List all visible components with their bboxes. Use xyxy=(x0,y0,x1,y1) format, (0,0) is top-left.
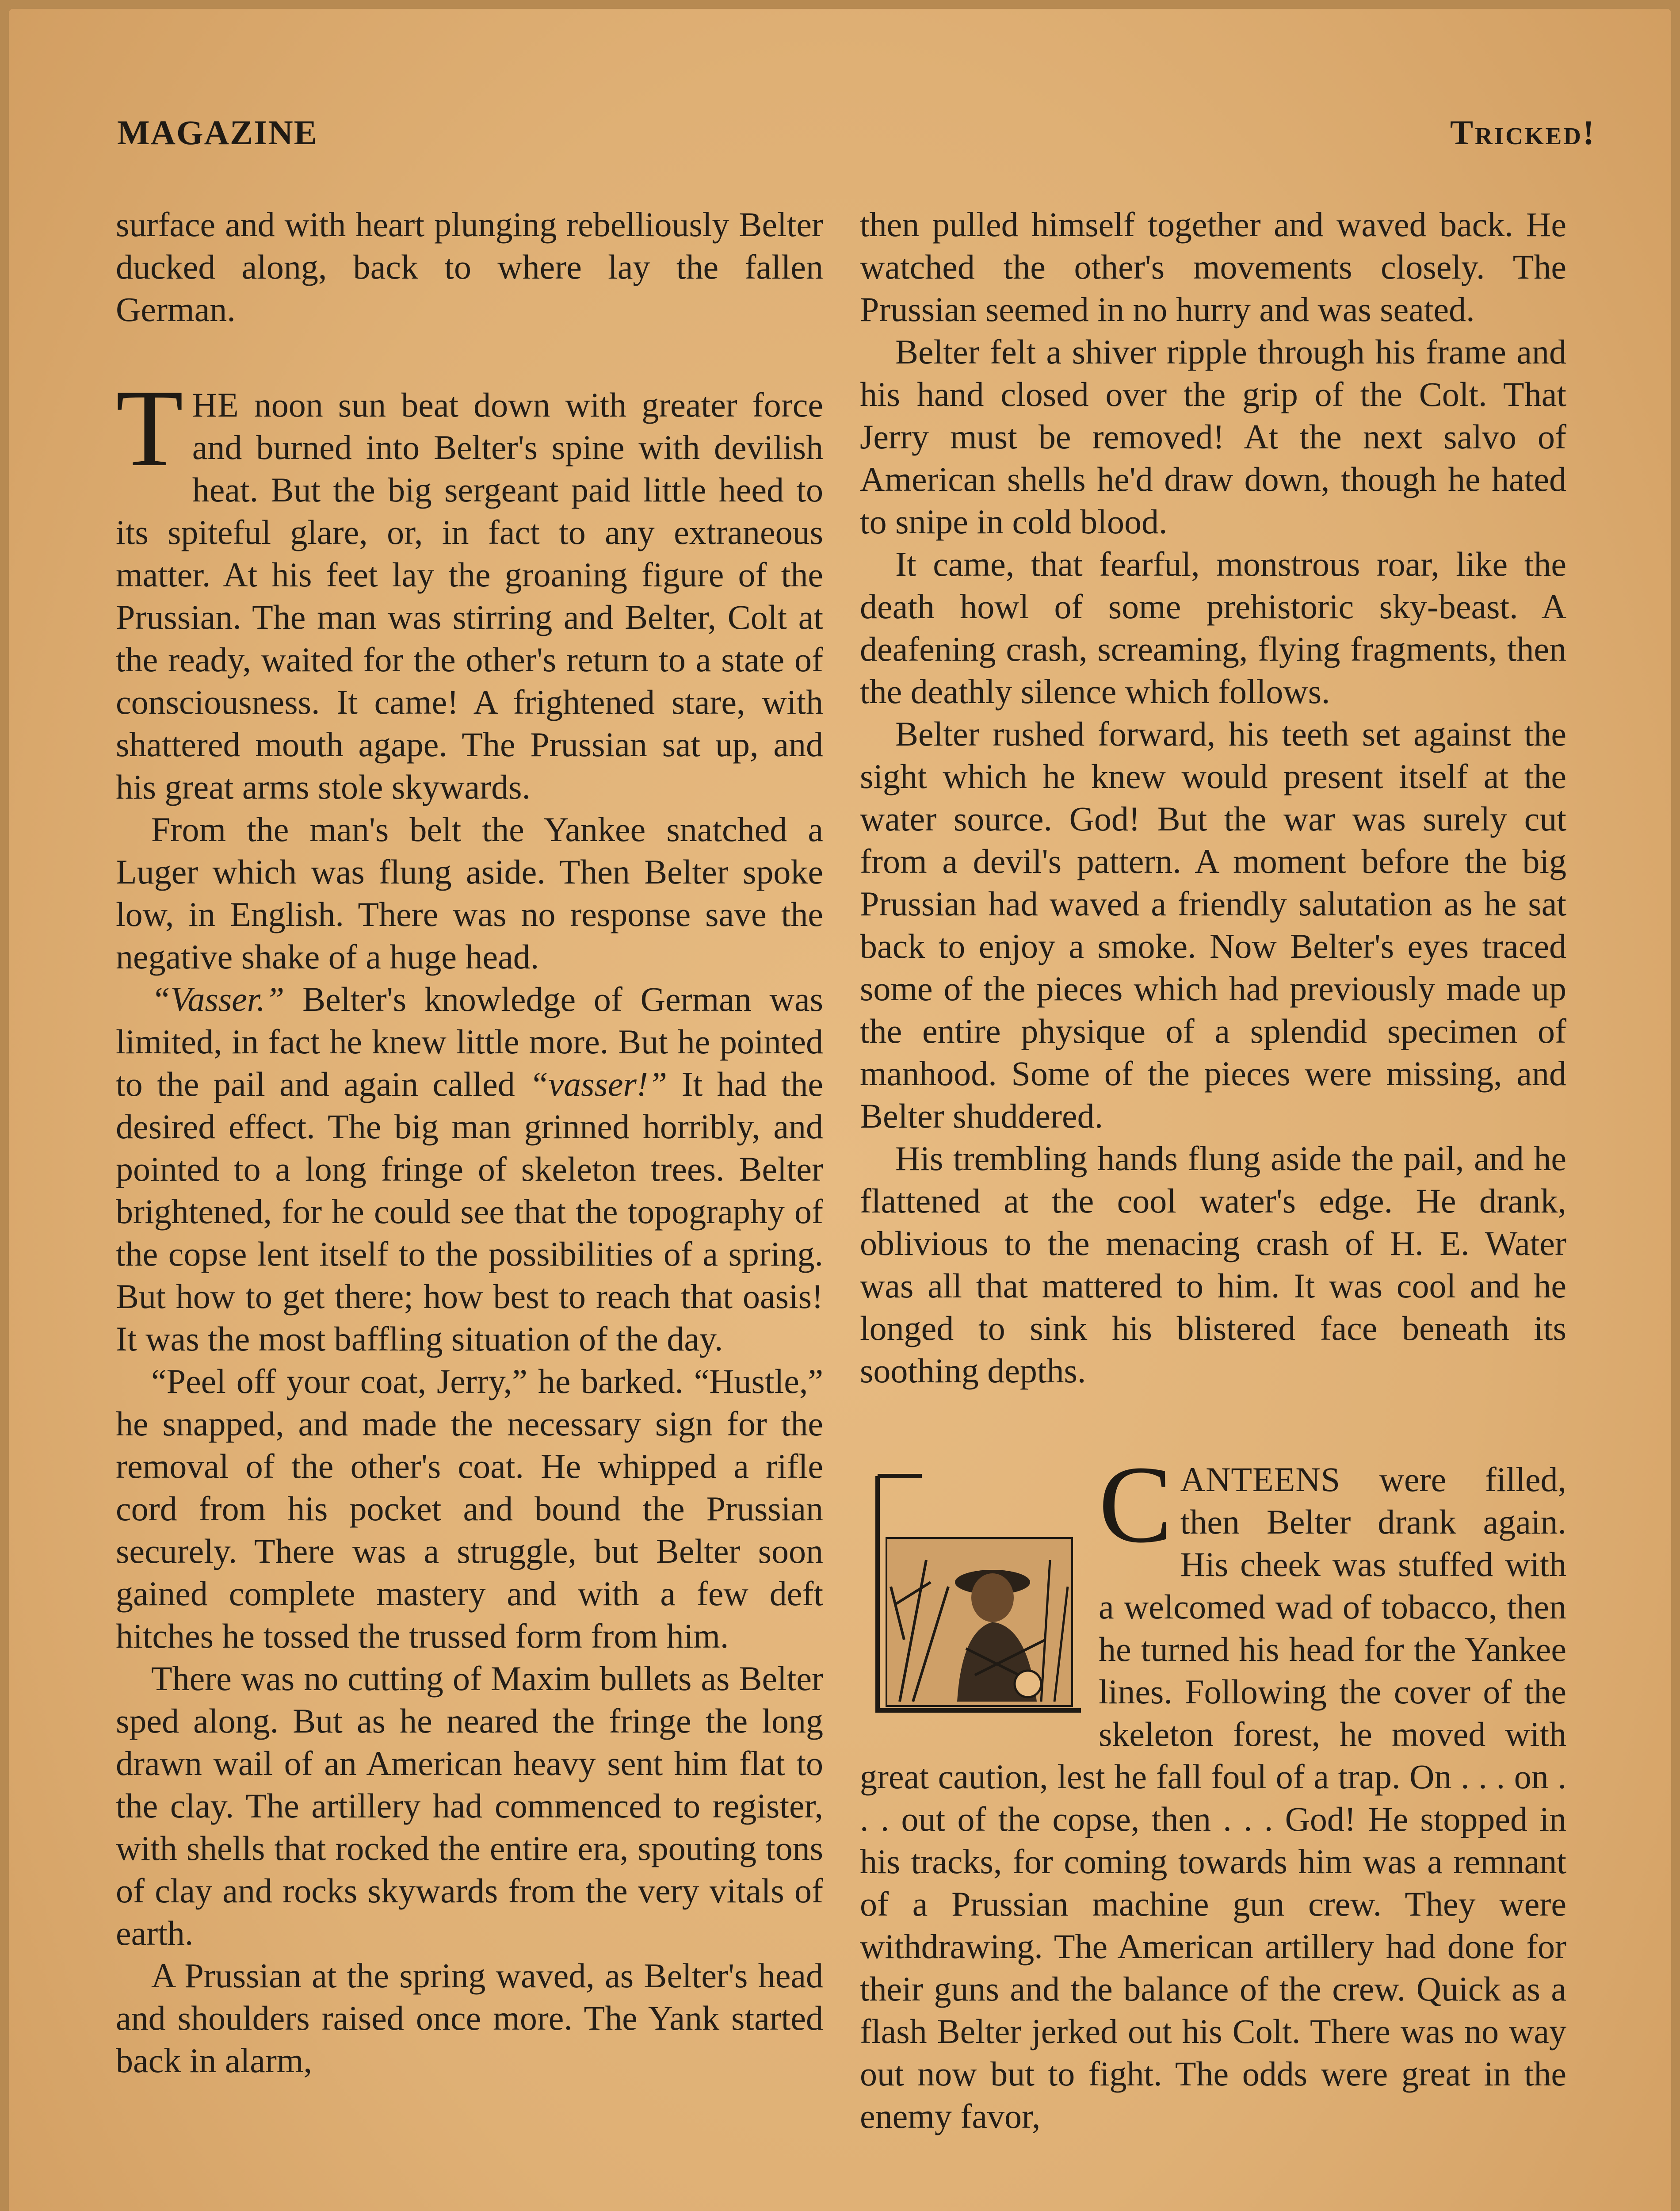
lead-in: HE xyxy=(192,386,239,424)
magazine-page xyxy=(9,9,1671,2211)
running-header-left: MAGAZINE xyxy=(117,113,318,152)
foreign-word: “vasser!” xyxy=(529,1065,668,1103)
drop-cap: T xyxy=(116,367,183,490)
drop-cap: C xyxy=(1099,1443,1172,1566)
soldier-sketch-icon xyxy=(860,1472,1085,1719)
section-break xyxy=(116,331,823,384)
left-column xyxy=(116,203,823,2082)
paragraph: Belter rushed forward, his teeth set against the sight which he knew would present itself at the water source. God! But the war was surely cut from a devil's pattern. A moment before the big Prussian had waved a friendly salutation as he sat back to enjoy a smoke. Now Belter's eyes traced some of the pieces which had previously made up the entire physique of a splendid specimen of manhood. Some of the pieces were missing, and Belter shuddered. xyxy=(860,715,1566,1135)
paragraph: then pulled himself together and waved back. He watched the other's movements closely. The Prussian seemed in no hurry and was seated. xyxy=(860,205,1566,329)
paragraph: From the man's belt the Yankee snatched a Luger which was flung aside. Then Belter spoke low, in English. There was no response save the negative shake of a huge head. xyxy=(116,810,823,976)
paragraph-text: were filled, then Belter drank again. His cheek was stuffed with a welcomed wad of tobacco, then he turned his head for the Yankee lines. Following the cover of the skeleton forest, he moved with great caution, lest he fall foul of a trap. On . . . on . . . out of the copse, then . . . God! He stopped in his tracks, for coming towards him was a remnant of a Prussian machine gun crew. They were withdrawing. The American artillery had done for their guns and the balance of the crew. Quick as a flash Belter jerked out his Colt. There was no way out now but to fight. The odds were great in the enemy favor, xyxy=(860,1460,1566,2135)
paragraph xyxy=(116,978,823,1360)
paragraph: surface and with heart plunging rebelliously Belter ducked along, back to where lay the fallen German. xyxy=(116,205,823,329)
right-column xyxy=(860,203,1566,2138)
lead-in: ANTEENS xyxy=(1180,1460,1341,1499)
paragraph: “Peel off your coat, Jerry,” he barked. “Hustle,” he snapped, and made the necessary sign for the removal of the other's coat. He whipped a rifle cord from his pocket and bound the Prussian securely. There was a struggle, but Belter soon gained complete mastery and with a few deft hitches he tossed the trussed form from him. xyxy=(116,1362,823,1655)
running-header-title: Tricked! xyxy=(1450,113,1596,152)
section-break xyxy=(860,1392,1566,1458)
paragraph: A Prussian at the spring waved, as Belter's head and shoulders raised once more. The Yank started back in alarm, xyxy=(116,1956,823,2080)
paragraph: His trembling hands flung aside the pail, and he flattened at the cool water's edge. He drank, oblivious to the menacing crash of H. E. Water was all that mattered to him. It was cool and he longed to sink his blistered face beneath its soothing depths. xyxy=(860,1139,1566,1390)
foreign-word: “Vasser.” xyxy=(151,980,285,1018)
paragraph: Belter felt a shiver ripple through his frame and his hand closed over the grip of the Colt. That Jerry must be removed! At the next salvo of American shells he'd draw down, though he hated to snipe in cold blood. xyxy=(860,333,1566,541)
paragraph: There was no cutting of Maxim bullets as Belter sped along. But as he neared the fringe the long drawn wail of an American heavy sent him flat to the clay. The artillery had commenced to register, with shells that rocked the entire era, spouting tons of clay and rocks skywards from the very vitals of earth. xyxy=(116,1659,823,1952)
paragraph-text: Belter's knowledge of German was limited, in fact he knew little more. But he pointed to the pail and again called xyxy=(116,980,823,1103)
paragraph-text: It had the desired effect. The big man grinned horribly, and pointed to a long fringe of skeleton trees. Belter brightened, for he could see that the topography of the copse lent itself to the possibilities of a spring. But how to get there; how best to reach that oasis! It was the most baffling situation of the day. xyxy=(116,1065,823,1358)
paragraph: It came, that fearful, monstrous roar, like the death howl of some prehistoric sky-beast. A deafening crash, screaming, flying fragments, then the deathly silence which follows. xyxy=(860,545,1566,711)
paragraph-dropcap-illustrated xyxy=(860,1443,1566,2138)
paragraph-dropcap xyxy=(116,367,823,808)
paragraph-text: noon sun beat down with greater force and burned into Belter's spine with devilish heat. But the big sergeant paid little heed to its spiteful glare, or, in fact to any extraneous matter. At his feet lay the groaning figure of the Prussian. The man was stirring and Belter, Colt at the ready, waited for the other's return to a state of consciousness. It came! A frightened stare, with shattered mouth agape. The Prussian sat up, and his great arms stole skywards. xyxy=(116,386,823,806)
